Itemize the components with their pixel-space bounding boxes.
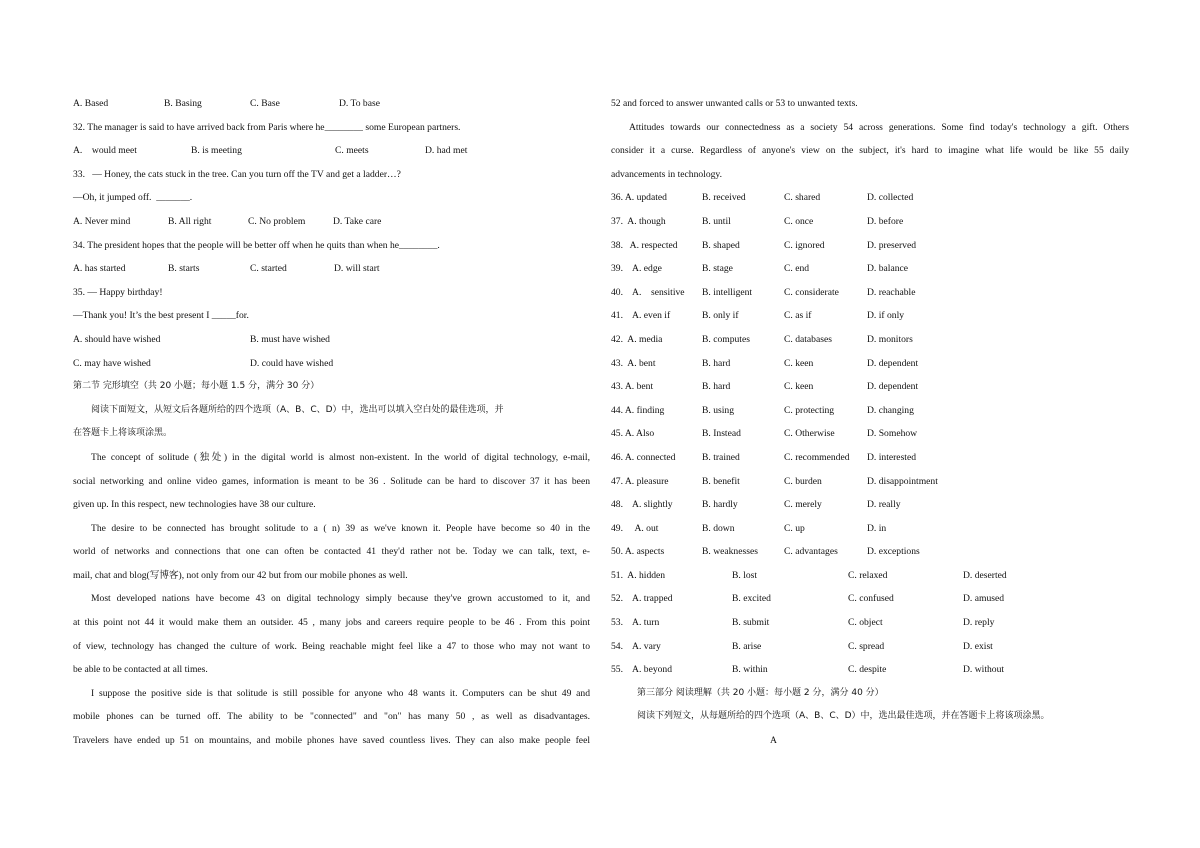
- option: D. deserted: [963, 569, 1007, 581]
- option: B. stage: [702, 263, 733, 275]
- option: D. balance: [867, 263, 909, 275]
- option: A. would meet: [73, 145, 137, 157]
- option: D. amused: [963, 593, 1005, 605]
- option: 53. A. turn: [611, 617, 660, 629]
- option-row: [611, 399, 1129, 423]
- option: D. disappointment: [867, 475, 938, 487]
- passage-line: world of networks and connections that one can often be contacted 41 they'd rather not be. Today we can talk, text, e-: [73, 546, 590, 558]
- q32-stem: 32. The manager is said to have arrived back from Paris where he________ some European partners.: [73, 121, 461, 133]
- option: 41. A. even if: [611, 310, 671, 322]
- option: B. Instead: [702, 428, 741, 440]
- option: B. hard: [702, 357, 731, 369]
- option: B. shaped: [702, 239, 740, 251]
- option: C. shared: [784, 192, 821, 204]
- option-row: [611, 210, 1129, 234]
- option: C. Otherwise: [784, 428, 835, 440]
- passage-line: advancements in technology.: [611, 168, 723, 180]
- option: C. burden: [784, 475, 822, 487]
- passage-line: consider it a curse. Regardless of anyone's view on the subject, it's hard to imagine what life would be like 55 daily: [611, 145, 1129, 157]
- option: 36. A. updated: [611, 192, 667, 204]
- option: D. collected: [867, 192, 914, 204]
- option: C. once: [784, 215, 814, 227]
- option: 55. A. beyond: [611, 664, 673, 676]
- section3-instruction: 阅读下列短文，从每题所给的四个选项（A、B、C、D）中，选出最佳选项，并在答题卡上将该项涂黑。: [637, 711, 1050, 722]
- option: 49. A. out: [611, 522, 659, 534]
- q34-stem: 34. The president hopes that the people will be better off when he quits than when he________.: [73, 239, 440, 251]
- option: 37. A. though: [611, 215, 666, 227]
- option: C. Base: [250, 98, 280, 109]
- option: C. merely: [784, 499, 822, 511]
- option: D. without: [963, 664, 1005, 676]
- q35-options-row-2: [73, 352, 590, 376]
- q34-options-row: [73, 257, 590, 281]
- option: B. hardly: [702, 499, 738, 511]
- option-row: [611, 352, 1129, 376]
- option: C. end: [784, 263, 810, 275]
- option: D. in: [867, 522, 887, 534]
- option: 43. A. bent: [611, 381, 654, 393]
- option: D. Somehow: [867, 428, 918, 440]
- option: D. reply: [963, 617, 995, 629]
- q33-options-row: [73, 210, 590, 234]
- option: B. arise: [732, 640, 762, 652]
- option: 52. A. trapped: [611, 593, 673, 605]
- q33-stem: 33. — Honey, the cats stuck in the tree. Can you turn off the TV and get a ladder…?: [73, 168, 401, 180]
- passage-line: Most developed nations have become 43 on digital technology simply because they've grown accustomed to it, and: [91, 593, 590, 605]
- option: 44. A. finding: [611, 404, 665, 416]
- option: B. intelligent: [702, 286, 753, 298]
- option: B. down: [702, 522, 735, 534]
- option: 51. A. hidden: [611, 569, 666, 581]
- option: C. keen: [784, 381, 814, 393]
- option: A. should have wished: [73, 333, 161, 345]
- q31-options-row: [73, 92, 590, 116]
- option: D. before: [867, 215, 904, 227]
- option: D. exist: [963, 640, 993, 652]
- option: D. reachable: [867, 286, 916, 298]
- option: 54. A. vary: [611, 640, 661, 652]
- option: C. advantages: [784, 546, 838, 558]
- section3-title: 第三部分 阅读理解（共 20 小题：每小题 2 分，满分 40 分）: [637, 687, 884, 698]
- option-row: [611, 186, 1129, 210]
- option-row: [611, 328, 1129, 352]
- option-row: [611, 257, 1129, 281]
- option: 47. A. pleasure: [611, 475, 669, 487]
- option: B. All right: [168, 215, 212, 227]
- option: 42. A. media: [611, 333, 663, 345]
- option: A. has started: [73, 263, 126, 275]
- option-row: [611, 658, 1129, 682]
- option-row: [611, 281, 1129, 305]
- option: C. may have wished: [73, 357, 151, 369]
- option: C. up: [784, 522, 805, 534]
- option: C. started: [250, 263, 287, 275]
- option: B. received: [702, 192, 746, 204]
- option: D. preserved: [867, 239, 917, 251]
- option: 48. A. slightly: [611, 499, 673, 511]
- option: A. Never mind: [73, 215, 131, 227]
- option: B. must have wished: [250, 333, 330, 345]
- option: B. submit: [732, 617, 770, 629]
- option: C. as if: [784, 310, 812, 322]
- option: 46. A. connected: [611, 451, 676, 463]
- option: D. if only: [867, 310, 905, 322]
- option: B. hard: [702, 381, 731, 393]
- passage-line: The concept of solitude (独处) in the digital world is almost non-existent. In the world of digital technology, e-mail,: [91, 451, 590, 463]
- option: D. changing: [867, 404, 914, 416]
- option: B. until: [702, 215, 731, 227]
- option: B. using: [702, 404, 734, 416]
- option: C. despite: [848, 664, 887, 676]
- passage-line: given up. In this respect, new technologies have 38 our culture.: [73, 499, 316, 511]
- option: D. To base: [339, 98, 380, 109]
- option-row: [611, 517, 1129, 541]
- option: C. object: [848, 617, 883, 629]
- option: D. really: [867, 499, 901, 511]
- passage-line: I suppose the positive side is that solitude is still possible for anyone who 48 wants it. Computers can be shut 49 and: [91, 687, 590, 699]
- option: C. No problem: [248, 215, 306, 227]
- option-row: [611, 540, 1129, 564]
- option: B. trained: [702, 451, 740, 463]
- passage-line: 52 and forced to answer unwanted calls or 53 to unwanted texts.: [611, 98, 858, 109]
- passage-line: be able to be contacted at all times.: [73, 664, 208, 676]
- option: D. exceptions: [867, 546, 920, 558]
- option: B. Basing: [164, 98, 202, 109]
- option: B. within: [732, 664, 768, 676]
- option: C. keen: [784, 357, 814, 369]
- option: C. considerate: [784, 286, 839, 298]
- option: D. interested: [867, 451, 917, 463]
- option-row: [611, 635, 1129, 659]
- passage-line: of view, technology has changed the culture of work. Being reachable might feel like a 47 to those who may not want to: [73, 640, 590, 652]
- option: D. will start: [334, 263, 380, 275]
- left-column: [73, 92, 590, 753]
- option: B. benefit: [702, 475, 740, 487]
- option-row: [611, 375, 1129, 399]
- q32-options-row: [73, 139, 590, 163]
- passage-a-label: A: [770, 735, 777, 747]
- option-row: [611, 422, 1129, 446]
- option: 43. A. bent: [611, 357, 656, 369]
- option: 50. A. aspects: [611, 546, 665, 558]
- section2-instruction-cont: 在答题卡上将该项涂黑。: [73, 428, 173, 439]
- q33-reply: —Oh, it jumped off. _______.: [73, 192, 193, 204]
- q35-reply: —Thank you! It’s the best present I _____for.: [73, 310, 249, 322]
- option: 40. A. sensitive: [611, 286, 685, 298]
- option: C. meets: [335, 145, 369, 157]
- passage-line: Attitudes towards our connectedness as a society 54 across generations. Some find today's technology a gift. Others: [629, 121, 1129, 133]
- option: 38. A. respected: [611, 239, 678, 251]
- option-row: [611, 470, 1129, 494]
- passage-line: Travelers have ended up 51 on mountains, and mobile phones have saved countless lives. They can also make people feel: [73, 735, 590, 747]
- option: A. Based: [73, 98, 109, 109]
- option-row: [611, 234, 1129, 258]
- option-row: [611, 493, 1129, 517]
- option-row: [611, 564, 1129, 588]
- passage-line: The desire to be connected has brought solitude to a ( n) 39 as we've known it. People have become so 40 in the: [91, 522, 590, 534]
- option: C. spread: [848, 640, 885, 652]
- option: B. starts: [168, 263, 200, 275]
- option-row: [611, 446, 1129, 470]
- option: B. computes: [702, 333, 750, 345]
- cloze-options-list: [611, 186, 1129, 681]
- option: D. monitors: [867, 333, 913, 345]
- option: B. is meeting: [191, 145, 242, 157]
- passage-line: at this point not 44 it would make them an outsider. 45 , many jobs and careers require people to be 46 . From this point: [73, 617, 590, 629]
- option: B. only if: [702, 310, 739, 322]
- option: 45. A. Also: [611, 428, 655, 440]
- option: D. had met: [425, 145, 468, 157]
- option: B. excited: [732, 593, 771, 605]
- passage-line: social networking and online video games, information is meant to be 36 . Solitude can be hard to discover 37 it has been: [73, 475, 590, 487]
- option: D. could have wished: [250, 357, 334, 369]
- option: C. databases: [784, 333, 832, 345]
- option: D. dependent: [867, 357, 919, 369]
- option: B. lost: [732, 569, 758, 581]
- option-row: [611, 587, 1129, 611]
- q35-stem: 35. — Happy birthday!: [73, 286, 163, 298]
- option-row: [611, 611, 1129, 635]
- passage-line: mail, chat and blog(写博客), not only from our 42 but from our mobile phones as well.: [73, 569, 408, 581]
- passage-line: mobile phones can be turned off. The ability to be "connected" and "on" has many 50 , as well as disadvantages.: [73, 711, 590, 723]
- option: D. Take care: [333, 215, 382, 227]
- right-column: [611, 92, 1129, 753]
- q35-options-row-1: [73, 328, 590, 352]
- option: D. dependent: [867, 381, 919, 393]
- option: C. confused: [848, 593, 894, 605]
- option: 39. A. edge: [611, 263, 662, 275]
- option: C. ignored: [784, 239, 825, 251]
- option: C. relaxed: [848, 569, 888, 581]
- option: C. recommended: [784, 451, 850, 463]
- option: B. weaknesses: [702, 546, 758, 558]
- option-row: [611, 304, 1129, 328]
- option: C. protecting: [784, 404, 835, 416]
- section2-instruction: 阅读下面短文，从短文后各题所给的四个选项（A、B、C、D）中，选出可以填入空白处的最佳选项，并: [91, 404, 504, 415]
- section2-title: 第二节 完形填空（共 20 小题；每小题 1.5 分，满分 30 分）: [73, 381, 320, 392]
